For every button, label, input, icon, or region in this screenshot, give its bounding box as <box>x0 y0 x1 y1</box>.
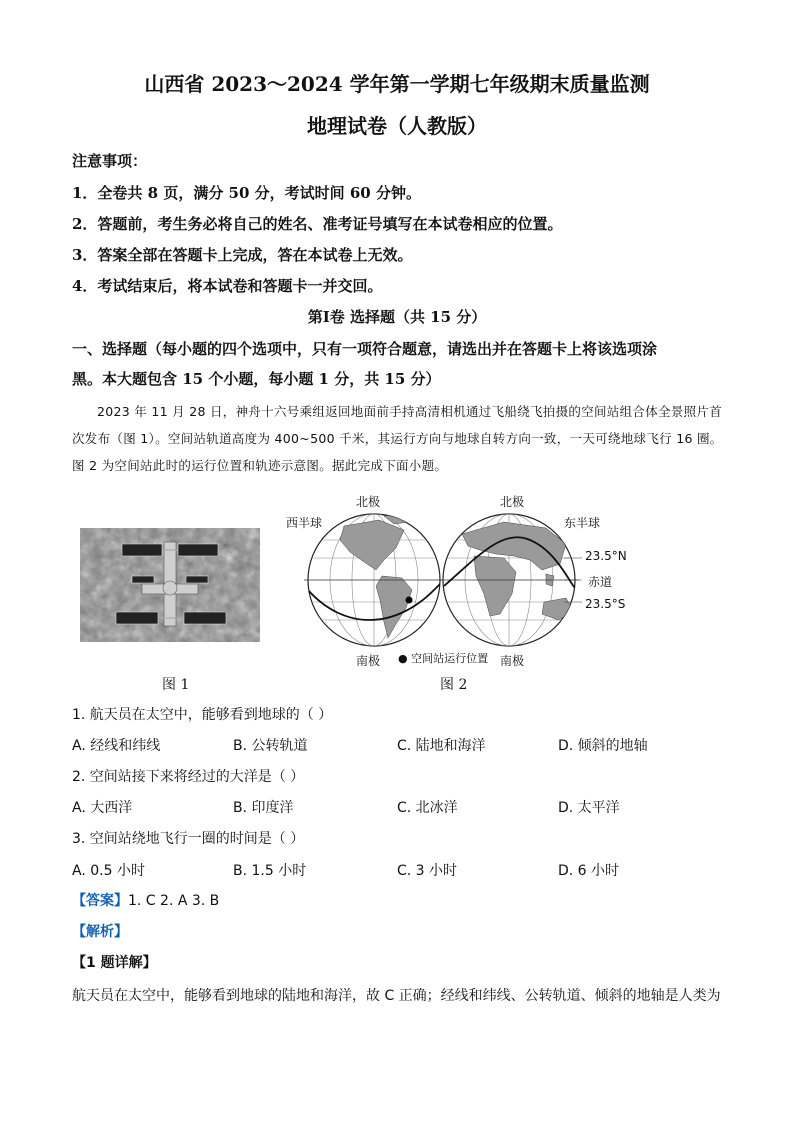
south-pole-label-left: 南极 <box>356 654 381 668</box>
station-position-marker <box>406 597 413 604</box>
south-pole-label-right: 南极 <box>500 654 525 668</box>
question-3-option-b: B. 1.5 小时 <box>233 863 307 879</box>
question-3-option-c: C. 3 小时 <box>397 863 458 879</box>
reading-passage: 2023 年 11 月 28 日，神舟十六号乘组返回地面前手持高清相机通过飞船绕飞拍摄的空间站组合体全景照片首次发布（图 1）。空间站轨道高度为 400~500 千米，其运行方向与地球自转方向一致，一天可绕地球飞行 16 圈。图 2 为空间站此时的运行位置和轨迹示意图。据此完成下面小题。 <box>72 404 723 473</box>
equator-label: 赤道 <box>588 575 613 589</box>
eastern-hemisphere-label: 东半球 <box>564 516 601 530</box>
answer-text: 1. C 2. A 3. B <box>128 893 220 909</box>
question-2-stem: 2. 空间站接下来将经过的大洋是（ ） <box>72 769 305 785</box>
north-pole-label-left: 北极 <box>356 495 381 509</box>
notice-item-1: 1．全卷共 8 页，满分 50 分，考试时间 60 分钟。 <box>72 184 421 202</box>
space-station-photo <box>80 528 260 642</box>
notice-item-4: 4．考试结束后，将本试卷和答题卡一并交回。 <box>72 277 383 295</box>
question-1-option-c: C. 陆地和海洋 <box>397 738 486 754</box>
eastern-hemisphere-globe <box>439 514 579 646</box>
tropic-north-label: 23.5°N <box>585 549 627 563</box>
section-title: 第Ⅰ卷 选择题（共 15 分） <box>307 308 487 326</box>
question-3-option-a: A. 0.5 小时 <box>72 863 145 879</box>
exam-title: 山西省 2023～2024 学年第一学期七年级期末质量监测 <box>144 72 650 96</box>
answer-tag: 【答案】 <box>72 893 128 909</box>
figure1-caption: 图 1 <box>162 677 190 693</box>
notice-heading: 注意事项： <box>72 152 148 170</box>
question-2-option-d: D. 太平洋 <box>558 800 620 816</box>
question-2-option-b: B. 印度洋 <box>233 800 294 816</box>
part1-instruction-line2: 黑。本大题包含 15 个小题，每小题 1 分，共 15 分） <box>72 370 441 388</box>
western-hemisphere-globe <box>304 514 444 646</box>
detail-tag: 【1 题详解】 <box>72 955 157 971</box>
question-1-stem: 1. 航天员在太空中，能够看到地球的（ ） <box>72 707 333 723</box>
detail-text: 航天员在太空中，能够看到地球的陆地和海洋，故 C 正确；经线和纬线、公转轨道、倾斜的地轴是人类为 <box>72 988 721 1004</box>
question-1-option-d: D. 倾斜的地轴 <box>558 738 648 754</box>
question-3-stem: 3. 空间站绕地飞行一圈的时间是（ ） <box>72 831 305 847</box>
question-1-option-b: B. 公转轨道 <box>233 738 308 754</box>
figure2-caption: 图 2 <box>440 677 468 693</box>
part1-instruction-line1: 一、选择题（每小题的四个选项中，只有一项符合题意，请选出并在答题卡上将该选项涂 <box>72 340 658 358</box>
analysis-tag: 【解析】 <box>72 924 128 940</box>
question-2-option-c: C. 北冰洋 <box>397 800 458 816</box>
exam-subtitle: 地理试卷（人教版） <box>307 114 487 138</box>
answer-line <box>72 890 219 910</box>
station-position-legend: ● 空间站运行位置 <box>398 652 489 665</box>
western-hemisphere-label: 西半球 <box>286 516 323 530</box>
north-pole-label-right: 北极 <box>500 495 525 509</box>
tropic-south-label: 23.5°S <box>585 597 626 611</box>
question-2-option-a: A. 大西洋 <box>72 800 133 816</box>
question-1-option-a: A. 经线和纬线 <box>72 738 161 754</box>
notice-item-3: 3．答案全部在答题卡上完成，答在本试卷上无效。 <box>72 246 413 264</box>
notice-item-2: 2．答题前，考生务必将自己的姓名、准考证号填写在本试卷相应的位置。 <box>72 215 563 233</box>
question-3-option-d: D. 6 小时 <box>558 863 620 879</box>
